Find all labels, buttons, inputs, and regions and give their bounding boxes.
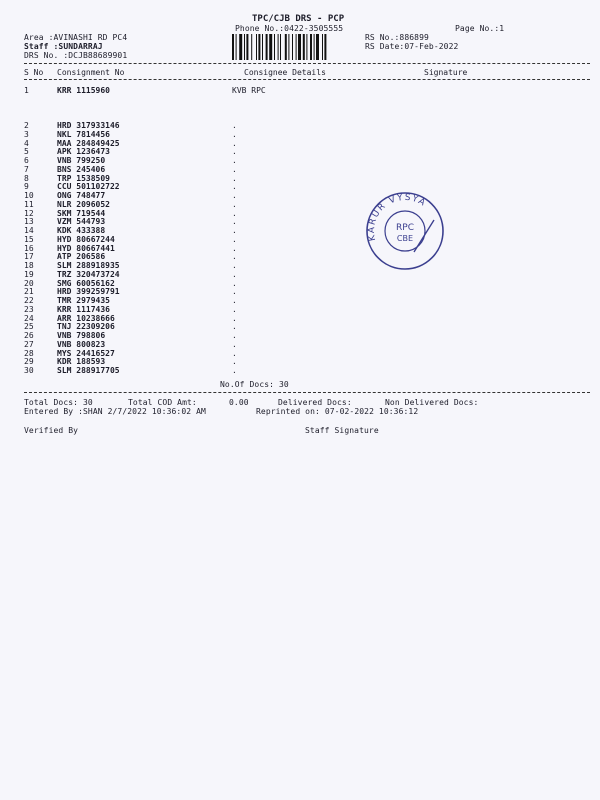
- barcode-bar: [232, 34, 234, 60]
- barcode-bar: [266, 34, 268, 60]
- row-consignment: APK 1236473: [57, 147, 110, 157]
- row-consignment: TRZ 320473724: [57, 269, 120, 279]
- barcode-bar: [269, 34, 272, 60]
- row-sno: 30: [24, 366, 34, 375]
- barcode-image: [232, 34, 357, 60]
- barcode-bar: [296, 34, 297, 60]
- row-details: .: [232, 348, 237, 358]
- row-details: .: [232, 234, 237, 244]
- document-title: TPC/CJB DRS - PCP: [252, 14, 345, 24]
- barcode-bar: [292, 34, 293, 60]
- row-consignment: MAA 284849425: [57, 138, 120, 148]
- barcode-bar: [258, 34, 260, 60]
- row-consignment: HRD 399259791: [57, 287, 120, 297]
- row-details: .: [232, 156, 237, 165]
- row-details: .: [232, 173, 237, 183]
- svg-text:CBE: CBE: [396, 234, 414, 243]
- row-consignment: ONG 748477: [57, 191, 106, 200]
- row-sno: 21: [24, 287, 34, 297]
- row-consignment: VNB 799250: [57, 156, 106, 165]
- row-details: .: [232, 217, 237, 227]
- row-sno: 9: [24, 182, 29, 192]
- row-details: .: [232, 366, 237, 375]
- row-details: .: [232, 147, 237, 157]
- row-details: .: [232, 296, 237, 305]
- row-details: .: [232, 121, 237, 130]
- reprinted-on: Reprinted on: 07-02-2022 10:36:12: [256, 407, 419, 416]
- barcode-bar: [285, 34, 287, 60]
- row-consignment: KDR 188593: [57, 357, 106, 367]
- barcode-bar: [262, 34, 263, 60]
- row-consignment: HYD 80667244: [57, 234, 115, 244]
- row-details: .: [232, 208, 237, 218]
- row-consignment: SLM 288918935: [57, 261, 120, 270]
- drs-number: DRS No. :DCJB88689901: [24, 51, 128, 60]
- row-sno: 27: [24, 339, 34, 349]
- row-sno: 15: [24, 234, 34, 244]
- row-details: .: [232, 261, 237, 270]
- row-consignment: KRR 1117436: [57, 304, 110, 314]
- row-sno: 16: [24, 243, 34, 253]
- row-sno: 2: [24, 121, 29, 130]
- row-consignment: NLR 2096052: [57, 199, 110, 209]
- no-of-docs: No.Of Docs: 30: [220, 380, 289, 389]
- barcode-bar: [314, 34, 315, 60]
- barcode-bar: [288, 34, 289, 60]
- barcode-bar: [244, 34, 245, 60]
- row-consignment: KRR 1115960: [57, 86, 110, 95]
- row-sno: 19: [24, 269, 34, 279]
- row-consignment: TMR 2979435: [57, 296, 110, 305]
- column-details: Consignee Details: [244, 68, 326, 77]
- column-signature: Signature: [424, 68, 468, 77]
- row-details: .: [232, 199, 237, 209]
- barcode-bar: [310, 34, 312, 60]
- row-consignment: BNS 245406: [57, 164, 106, 174]
- barcode-bar: [316, 34, 319, 60]
- row-details: .: [232, 252, 237, 262]
- page-number: Page No.:1: [455, 24, 505, 33]
- row-details: .: [232, 322, 237, 332]
- row-consignment: NKL 7814456: [57, 129, 110, 139]
- row-sno: 24: [24, 313, 34, 323]
- verified-by: Verified By: [24, 426, 79, 435]
- staff-signature: Staff Signature: [305, 426, 379, 435]
- row-details: KVB RPC: [232, 86, 266, 95]
- entered-by: Entered By :SHAN 2/7/2022 10:36:02 AM: [24, 407, 206, 416]
- row-consignment: SMG 60056162: [57, 278, 115, 288]
- row-details: .: [232, 304, 237, 314]
- barcode-bar: [251, 34, 252, 60]
- row-consignment: CCU 501102722: [57, 182, 120, 192]
- barcode-bar: [322, 34, 323, 60]
- row-details: .: [232, 191, 237, 200]
- row-consignment: HYD 80667441: [57, 243, 115, 253]
- row-details: .: [232, 331, 237, 340]
- barcode-bar: [278, 34, 279, 60]
- row-details: .: [232, 243, 237, 253]
- svg-text:RPC: RPC: [396, 223, 414, 233]
- row-consignment: MYS 24416527: [57, 348, 115, 358]
- row-details: .: [232, 278, 237, 288]
- rs-number: RS No.:886899: [365, 33, 429, 42]
- row-sno: 26: [24, 331, 34, 340]
- phone-number: Phone No.:0422-3505555: [235, 24, 344, 33]
- barcode-bar: [256, 34, 257, 60]
- column-consignment: Consignment No: [57, 68, 125, 77]
- staff-field: Staff :SUNDARRAJ: [24, 42, 103, 51]
- barcode-bar: [274, 34, 275, 60]
- delivered-docs: Delivered Docs:: [278, 398, 352, 407]
- row-sno: 10: [24, 191, 34, 200]
- total-docs: Total Docs: 30: [24, 398, 93, 407]
- row-sno: 12: [24, 208, 34, 218]
- row-consignment: TNJ 22309206: [57, 322, 115, 332]
- row-sno: 14: [24, 226, 34, 235]
- row-sno: 11: [24, 199, 34, 209]
- row-consignment: KDK 433388: [57, 226, 106, 235]
- row-consignment: TRP 1538509: [57, 173, 110, 183]
- barcode-bar: [246, 34, 248, 60]
- column-sno: S No: [24, 68, 44, 77]
- row-sno: 1: [24, 86, 29, 95]
- row-sno: 4: [24, 138, 29, 148]
- row-sno: 8: [24, 173, 29, 183]
- row-details: .: [232, 182, 237, 192]
- barcode-bar: [303, 34, 305, 60]
- row-sno: 7: [24, 164, 29, 174]
- row-sno: 28: [24, 348, 34, 358]
- row-consignment: ATP 206586: [57, 252, 106, 262]
- barcode-bar: [236, 34, 237, 60]
- row-details: .: [232, 138, 237, 148]
- divider-top: [24, 63, 590, 64]
- row-details: .: [232, 287, 237, 297]
- row-details: .: [232, 226, 237, 235]
- row-consignment: VNB 800823: [57, 339, 106, 349]
- barcode-bar: [324, 34, 326, 60]
- row-sno: 6: [24, 156, 29, 165]
- row-sno: 23: [24, 304, 34, 314]
- svg-text:KARUR VYSYA: KARUR VYSYA: [366, 192, 428, 242]
- row-sno: 25: [24, 322, 34, 332]
- divider-summary-top: [24, 392, 590, 393]
- total-cod-label: Total COD Amt:: [128, 398, 197, 407]
- total-cod-value: 0.00: [229, 398, 249, 407]
- row-consignment: VZM 544793: [57, 217, 106, 227]
- row-sno: 22: [24, 296, 34, 305]
- row-sno: 20: [24, 278, 34, 288]
- row-details: .: [232, 357, 237, 367]
- row-sno: 5: [24, 147, 29, 157]
- row-consignment: ARR 10238666: [57, 313, 115, 323]
- row-sno: 29: [24, 357, 34, 367]
- row-consignment: SKM 719544: [57, 208, 106, 218]
- row-consignment: HRD 317933146: [57, 121, 120, 130]
- area-field: Area :AVINASHI RD PC4: [24, 33, 128, 42]
- row-consignment: VNB 798806: [57, 331, 106, 340]
- barcode-bar: [298, 34, 301, 60]
- divider-header: [24, 79, 590, 80]
- row-sno: 3: [24, 129, 29, 139]
- row-details: .: [232, 313, 237, 323]
- rs-date: RS Date:07-Feb-2022: [365, 42, 459, 51]
- barcode-bar: [306, 34, 307, 60]
- row-details: .: [232, 269, 237, 279]
- non-delivered-docs: Non Delivered Docs:: [385, 398, 479, 407]
- row-details: .: [232, 164, 237, 174]
- row-sno: 13: [24, 217, 34, 227]
- row-details: .: [232, 339, 237, 349]
- row-details: .: [232, 129, 237, 139]
- row-consignment: SLM 288917705: [57, 366, 120, 375]
- karur-vysya-stamp: [364, 190, 446, 272]
- row-sno: 17: [24, 252, 34, 262]
- barcode-bar: [280, 34, 281, 60]
- row-sno: 18: [24, 261, 34, 270]
- barcode-bar: [239, 34, 242, 60]
